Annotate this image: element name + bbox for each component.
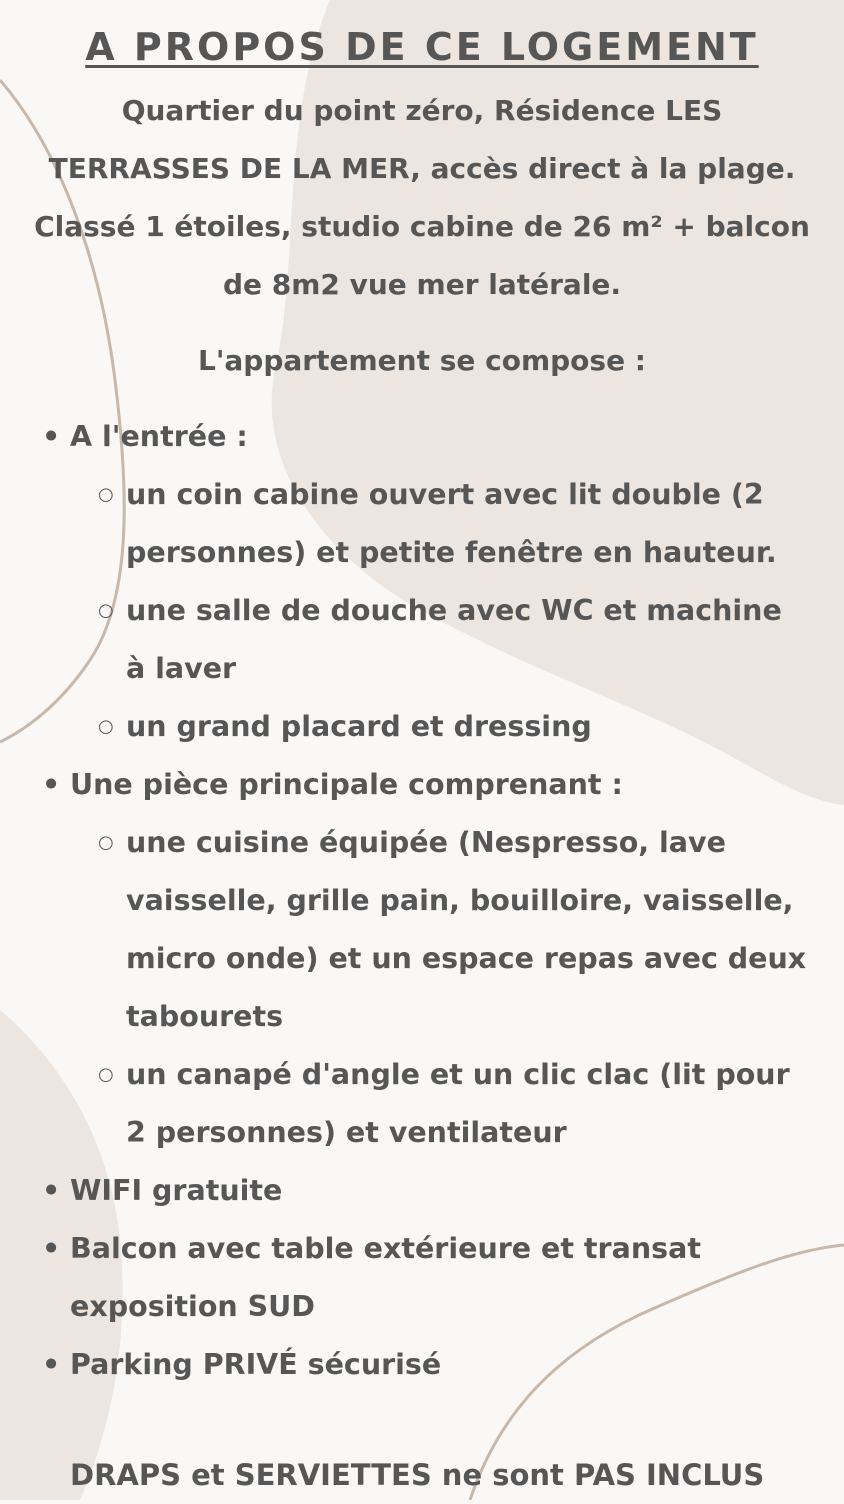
bullet-dot-icon: • [42, 420, 61, 453]
sublist-item-text: un coin cabine ouvert avec lit double (2 [126, 478, 764, 511]
list-item-text: Une pièce principale comprenant : [70, 768, 623, 801]
sublist-item-douche [0, 582, 844, 698]
amenities-list [0, 408, 844, 1394]
bullet-dot-icon: • [42, 1174, 61, 1207]
bullet-circle-icon: ○ [98, 1064, 114, 1085]
list-item-balcon [0, 1220, 844, 1336]
bullet-dot-icon: • [42, 768, 61, 801]
footer-note: DRAPS et SERVIETTES ne sont PAS INCLUS [70, 1458, 765, 1492]
list-item-text: WIFI gratuite [70, 1174, 283, 1207]
sublist-item-text: un grand placard et dressing [126, 710, 592, 743]
bullet-dot-icon: • [42, 1232, 61, 1265]
sublist-item-cuisine [0, 814, 844, 1046]
list-item-wifi [0, 1162, 844, 1220]
sublist-item-text: un canapé d'angle et un clic clac (lit pour [126, 1058, 790, 1091]
intro-paragraph [10, 82, 834, 314]
intro-line: TERRASSES DE LA MER, accès direct à la plage. [48, 152, 796, 185]
sublist-item-text: une cuisine équipée (Nespresso, lave [126, 826, 726, 859]
compose-heading: L'appartement se compose : [198, 344, 646, 377]
bullet-circle-icon: ○ [98, 484, 114, 505]
list-item-text: A l'entrée : [70, 420, 248, 453]
sublist-item-text: vaisselle, grille pain, bouilloire, vaisselle, [126, 884, 794, 917]
sublist-item-text: personnes) et petite fenêtre en hauteur. [126, 536, 777, 569]
bullet-circle-icon: ○ [98, 600, 114, 621]
page-title-text: A PROPOS DE CE LOGEMENT [85, 25, 759, 69]
bullet-circle-icon: ○ [98, 832, 114, 853]
sublist-item-placard [0, 698, 844, 756]
bullet-dot-icon: • [42, 1348, 61, 1381]
list-item-text: exposition SUD [70, 1290, 315, 1323]
list-item-text: Parking PRIVÉ sécurisé [70, 1348, 442, 1381]
list-item-entree [0, 408, 844, 466]
list-item-text: Balcon avec table extérieure et transat [70, 1232, 701, 1265]
sublist-item-text: une salle de douche avec WC et machine [126, 594, 782, 627]
page-title [0, 18, 844, 76]
intro-line: de 8m2 vue mer latérale. [222, 268, 622, 301]
list-item-parking [0, 1336, 844, 1394]
sublist-item-text: tabourets [126, 1000, 284, 1033]
sublist-item-text: 2 personnes) et ventilateur [126, 1116, 567, 1149]
intro-line: Quartier du point zéro, Résidence LES [121, 94, 723, 127]
sublist-item-canape [0, 1046, 844, 1162]
sublist-item-text: à laver [126, 652, 237, 685]
bullet-circle-icon: ○ [98, 716, 114, 737]
sublist-item-cabine [0, 466, 844, 582]
intro-line: Classé 1 étoiles, studio cabine de 26 m² + balcon [34, 210, 810, 243]
sublist-item-text: micro onde) et un espace repas avec deux [126, 942, 807, 975]
list-item-piece [0, 756, 844, 814]
